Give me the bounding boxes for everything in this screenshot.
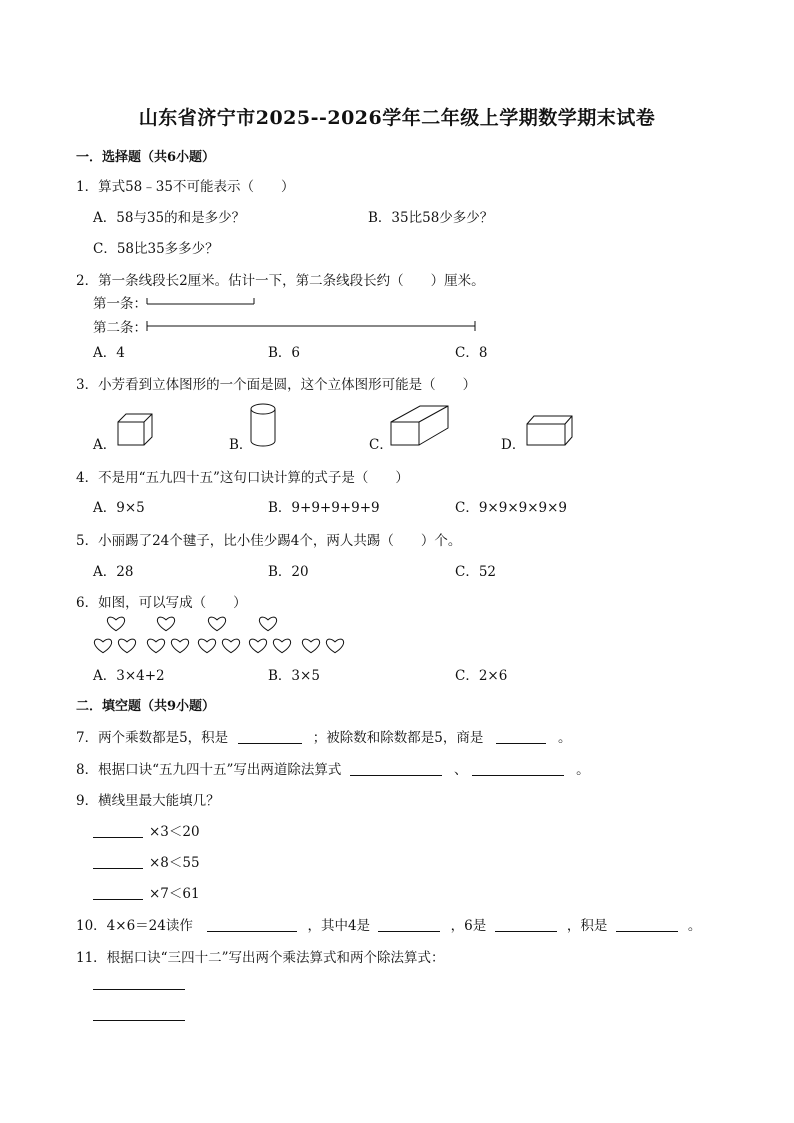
heart-icon [302, 639, 319, 653]
question-4-option-a: A．9×5 [93, 500, 145, 516]
heart-icon [118, 639, 135, 653]
question-2-option-a: A．4 [93, 345, 125, 361]
question-8-part-2: 、 [454, 762, 468, 778]
heart-icon [273, 639, 290, 653]
answer-blank[interactable] [93, 854, 143, 869]
question-6-option-a: A．3×4+2 [93, 668, 165, 684]
question-4-option-b: B．9+9+9+9+9 [268, 500, 380, 516]
segment-2-label: 第二条： [93, 320, 147, 336]
question-10-part-3: ，6是 [450, 918, 487, 934]
heart-icon [222, 639, 239, 653]
question-2-stem: 2．第一条线段长2厘米。估计一下，第二条线段长约（ ）厘米。 [76, 273, 485, 289]
answer-line[interactable] [93, 1006, 185, 1021]
question-6-stem: 6．如图，可以写成（ ） [76, 595, 247, 611]
answer-blank[interactable] [93, 823, 143, 838]
page-title: 山东省济宁市2025--2026学年二年级上学期数学期末试卷 [138, 107, 656, 129]
heart-icon [326, 639, 343, 653]
section-heading-fill: 二．填空题（共9小题） [76, 699, 216, 714]
question-6-option-c: C．2×6 [455, 668, 508, 684]
heart-icon [107, 617, 124, 631]
heart-icon [208, 617, 225, 631]
heart-icon [157, 617, 174, 631]
question-9-row-2 [93, 851, 200, 871]
question-8-part-3: 。 [576, 762, 590, 778]
question-6-option-b: B．3×5 [268, 668, 320, 684]
question-5-option-c: C．52 [455, 564, 497, 580]
answer-blank[interactable] [496, 729, 546, 744]
question-5-stem: 5．小丽踢了24个毽子，比小佳少踢4个，两人共踢（ ）个。 [76, 533, 462, 549]
section-heading-choice: 一．选择题（共6小题） [76, 150, 216, 165]
heart-icon [171, 639, 188, 653]
question-9-row-1-expr: ×3＜20 [149, 824, 200, 840]
heart-icon [259, 617, 276, 631]
question-9-row-1 [93, 820, 200, 840]
question-10-part-5: 。 [687, 918, 702, 934]
question-3-option-c: C． [369, 437, 393, 453]
heart-icon [198, 639, 215, 653]
question-7-part-3: 。 [557, 730, 572, 746]
answer-blank[interactable] [472, 761, 564, 776]
question-10 [76, 914, 701, 934]
question-3-option-a: A． [93, 437, 117, 453]
question-9-row-3-expr: ×7＜61 [149, 886, 200, 902]
answer-line[interactable] [93, 975, 185, 990]
answer-blank[interactable] [616, 917, 678, 932]
question-7-part-2: ；被除数和除数都是5，商是 [312, 730, 484, 746]
answer-blank[interactable] [378, 917, 440, 932]
heart-icon [94, 639, 111, 653]
answer-blank[interactable] [93, 885, 143, 900]
question-2-option-b: B．6 [268, 345, 301, 361]
question-1-option-c: C．58比35多多少？ [93, 241, 219, 257]
question-3-option-d: D． [501, 437, 526, 453]
answer-blank[interactable] [238, 729, 302, 744]
heart-icon [249, 639, 266, 653]
question-7 [76, 726, 571, 746]
question-8-part-1: 8．根据口诀“五九四十五”写出两道除法算式 [76, 762, 342, 778]
question-1-option-b: B．35比58少多少？ [368, 210, 494, 226]
question-10-part-4: ，积是 [566, 918, 608, 934]
question-5-option-b: B．20 [268, 564, 309, 580]
question-10-part-2: ，其中4是 [307, 918, 371, 934]
question-1-option-a: A．58与35的和是多少？ [93, 210, 246, 226]
question-5-option-a: A．28 [93, 564, 134, 580]
question-3-option-b: B． [229, 437, 253, 453]
question-9-stem: 9．横线里最大能填几？ [76, 793, 220, 809]
question-8 [76, 758, 590, 778]
question-10-part-1: 10．4×6＝24读作 [76, 918, 193, 934]
question-4-option-c: C．9×9×9×9×9 [455, 500, 568, 516]
answer-blank[interactable] [495, 917, 557, 932]
segment-1-label: 第一条： [93, 296, 147, 312]
answer-blank[interactable] [207, 917, 297, 932]
question-11-stem: 11．根据口诀“三四十二”写出两个乘法算式和两个除法算式： [76, 950, 445, 966]
heart-icon [147, 639, 164, 653]
answer-blank[interactable] [350, 761, 442, 776]
question-7-part-1: 7．两个乘数都是5，积是 [76, 730, 229, 746]
question-9-row-3 [93, 882, 200, 902]
question-9-row-2-expr: ×8＜55 [149, 855, 200, 871]
question-1-stem: 1．算式58﹣35不可能表示（ ） [76, 179, 295, 195]
question-4-stem: 4．不是用“五九四十五”这句口诀计算的式子是（ ） [76, 470, 409, 486]
question-3-stem: 3．小芳看到立体图形的一个面是圆，这个立体图形可能是（ ） [76, 377, 477, 393]
question-2-option-c: C．8 [455, 345, 488, 361]
